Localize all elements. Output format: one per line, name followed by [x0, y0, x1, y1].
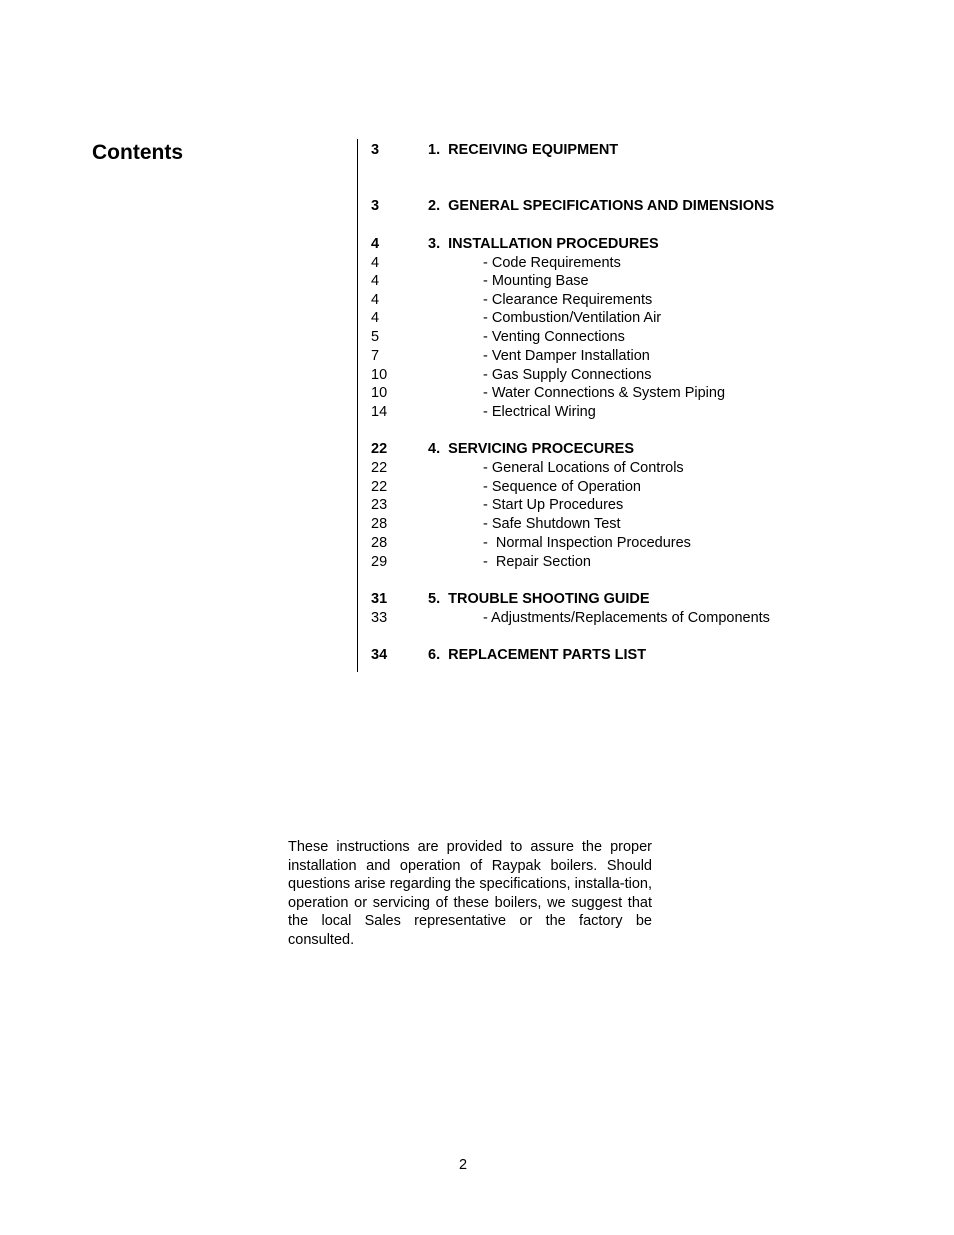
- toc-entry-title: - Start Up Procedures: [483, 497, 624, 513]
- toc-entry-title: - Safe Shutdown Test: [483, 516, 621, 532]
- toc-entry-title: 4. SERVICING PROCECURES: [428, 441, 635, 457]
- toc-row: [371, 403, 931, 422]
- toc-entry-title: - Adjustments/Replacements of Components: [483, 610, 770, 626]
- toc-entry-title: - Clearance Requirements: [483, 292, 653, 308]
- toc-page-number: 4: [371, 273, 380, 289]
- toc-row: [371, 141, 931, 160]
- toc-row: [371, 384, 931, 403]
- toc-page-number: 31: [371, 591, 388, 607]
- toc-page-number: 3: [371, 198, 380, 214]
- toc-row: [371, 347, 931, 366]
- toc-row: [371, 534, 931, 553]
- toc-entry-title: 6. REPLACEMENT PARTS LIST: [428, 647, 647, 663]
- toc-entry-title: 3. INSTALLATION PROCEDURES: [428, 236, 659, 252]
- toc-entry-title: - General Locations of Controls: [483, 460, 684, 476]
- toc-page-number: 28: [371, 516, 388, 532]
- toc-divider-line: [357, 139, 358, 672]
- toc-row: [371, 272, 931, 291]
- toc-row: [371, 515, 931, 534]
- toc-row: [371, 590, 931, 609]
- toc-entry-title: - Vent Damper Installation: [483, 348, 650, 364]
- toc-page-number: 10: [371, 367, 388, 383]
- toc-row: [371, 291, 931, 310]
- toc-row: [371, 366, 931, 385]
- toc-page-number: 34: [371, 647, 388, 663]
- contents-heading: Contents: [92, 141, 183, 164]
- toc-row: [371, 553, 931, 572]
- toc-page-number: 14: [371, 404, 388, 420]
- toc-page-number: 4: [371, 310, 380, 326]
- toc-row: [371, 646, 931, 665]
- toc-page-number: 33: [371, 610, 388, 626]
- toc-row: [371, 440, 931, 459]
- toc-page-number: 7: [371, 348, 380, 364]
- toc-entry-title: 1. RECEIVING EQUIPMENT: [428, 142, 619, 158]
- toc-entry-title: - Normal Inspection Procedures: [483, 535, 691, 551]
- toc-row: [371, 197, 931, 216]
- toc-page-number: 3: [371, 142, 380, 158]
- toc-page-number: 5: [371, 329, 380, 345]
- toc-entry-title: - Gas Supply Connections: [483, 367, 652, 383]
- toc-row: [371, 609, 931, 628]
- toc-row: [371, 459, 931, 478]
- toc-entry-title: - Mounting Base: [483, 273, 589, 289]
- toc-entry-title: - Code Requirements: [483, 255, 621, 271]
- toc-entry-title: - Water Connections & System Piping: [483, 385, 726, 401]
- toc-entry-title: - Sequence of Operation: [483, 479, 641, 495]
- toc-entry-title: 5. TROUBLE SHOOTING GUIDE: [428, 591, 650, 607]
- toc-page-number: 4: [371, 292, 380, 308]
- toc-page-number: 4: [371, 255, 380, 271]
- toc-row: [371, 235, 931, 254]
- toc-row: [371, 478, 931, 497]
- toc-page-number: 23: [371, 497, 388, 513]
- toc-row: [371, 309, 931, 328]
- toc-page-number: 22: [371, 479, 388, 495]
- page-number: 2: [458, 1157, 468, 1173]
- toc-page-number: 29: [371, 554, 388, 570]
- toc-entry-title: - Venting Connections: [483, 329, 625, 345]
- intro-paragraph: These instructions are provided to assure the proper installation and operation of Raypak boilers. Should questions arise regarding the specifications, installa-tion, operation or servicing of these boilers, we suggest that the local Sales representative or the factory be consulted.: [288, 839, 652, 948]
- toc-page-number: 10: [371, 385, 388, 401]
- toc-page-number: 4: [371, 236, 380, 252]
- toc-entry-title: - Electrical Wiring: [483, 404, 596, 420]
- toc-row: [371, 328, 931, 347]
- toc-row: [371, 254, 931, 273]
- toc-entry-title: - Combustion/Ventilation Air: [483, 310, 662, 326]
- toc-page-number: 28: [371, 535, 388, 551]
- table-of-contents: [371, 0, 931, 700]
- toc-row: [371, 496, 931, 515]
- toc-entry-title: - Repair Section: [483, 554, 591, 570]
- toc-entry-title: 2. GENERAL SPECIFICATIONS AND DIMENSIONS: [428, 198, 775, 214]
- toc-page-number: 22: [371, 441, 388, 457]
- toc-page-number: 22: [371, 460, 388, 476]
